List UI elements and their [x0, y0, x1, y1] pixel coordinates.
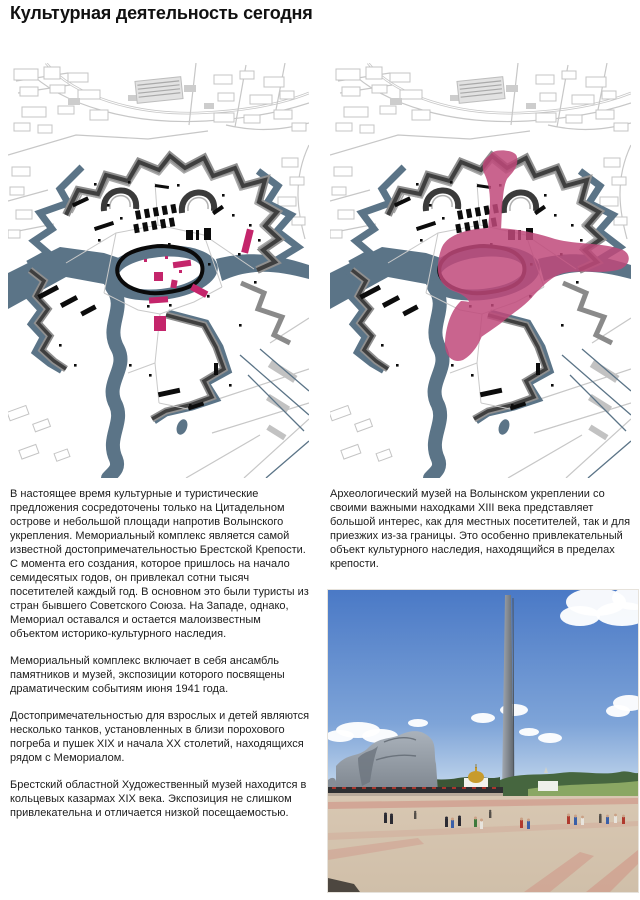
paragraph: Мемориальный комплекс включает в себя ансамбль памятников и музей, экспозиции которого посвящены драматическим событиям июня 1941 года.: [10, 655, 285, 695]
paragraph: Археологический музей на Волынском укреплении со своими важными находками XIII века представляет большой интерес, как для местных посетителей, так и для приезжих из-за границы. Это особенно привлекательный объект культурного наследия, находящийся в пределах крепости.: [330, 488, 631, 570]
paragraph: Брестский областной Художественный музей находится в кольцевых казармах XIX века. Экспозиция не слишком привлекательна и отличается низкой посещаемостью.: [10, 779, 307, 819]
pavement: [328, 796, 638, 892]
photo-memorial-square: [327, 589, 639, 893]
page-title: Культурная деятельность сегодня: [10, 3, 313, 23]
paragraph: В настоящее время культурные и туристические предложения сосредоточены только на Цитадельном острове и небольшой площади напротив Волынского укрепления. Мемориальный комплекс является самой известной достопримечательностью Брестской Крепости. С момента его создания, которое пришлось на начало семидесятых годов, он привлекал сотни тысяч посетителей каждый год. В основном это были туристы из стран бывшего Советского Союза. На Западе, однако, Мемориал оставался и остается малоизвестным объектом историко-культурного наследия.: [10, 488, 309, 640]
map-cultural-sites-today: [8, 63, 309, 478]
map-heritage-area-highlight: [330, 63, 631, 478]
text-column-right: [330, 487, 632, 584]
memorial-wall: [328, 787, 503, 796]
text-column-left: [10, 487, 312, 833]
paragraph: Достопримечательностью для взрослых и детей являются несколько танков, установленных в близи порохового погреба и пушек XIX и начала XX столетий, находящихся рядом с Мемориалом.: [10, 710, 310, 764]
